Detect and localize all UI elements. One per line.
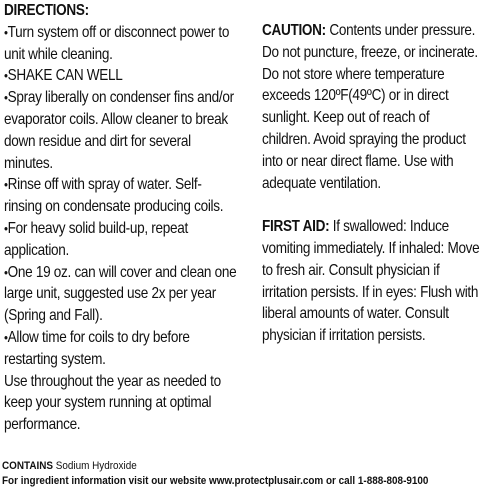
bullet-icon: • xyxy=(4,220,8,236)
direction-item-text: Rinse off with spray of water. Self-rinsing on condensate producing coils. xyxy=(4,176,224,216)
direction-item-text: For heavy solid build-up, repeat application. xyxy=(4,219,188,259)
contains-value: Sodium Hydroxide xyxy=(53,460,137,472)
direction-item-text: Spray liberally on condenser fins and/or evaporator coils. Allow cleaner to break down residue and dirt for several minutes. xyxy=(4,89,234,172)
direction-item-text: Turn system off or disconnect power to unit while cleaning. xyxy=(4,23,230,63)
directions-closing: Use throughout the year as needed to keep your system running at optimal performance. xyxy=(4,372,221,434)
bullet-icon: • xyxy=(4,24,8,40)
direction-item xyxy=(4,174,237,218)
direction-item xyxy=(4,65,237,87)
direction-item xyxy=(4,262,237,327)
contains-line xyxy=(2,460,137,472)
bullet-icon: • xyxy=(4,177,8,193)
direction-item-text: Allow time for coils to dry before restarting system. xyxy=(4,328,190,368)
warnings-section xyxy=(262,20,480,347)
ingredient-info: For ingredient information visit our website www.protectplusair.com or call 1-888-808-9100 xyxy=(2,474,429,487)
bullet-icon: • xyxy=(4,264,8,280)
direction-item xyxy=(4,327,237,371)
bullet-icon: • xyxy=(4,329,8,345)
direction-item xyxy=(4,87,237,174)
contains-label: CONTAINS xyxy=(2,460,54,472)
caution-paragraph xyxy=(262,20,480,194)
direction-item xyxy=(4,22,237,66)
direction-item xyxy=(4,218,237,262)
bullet-icon: • xyxy=(4,68,8,84)
first-aid-paragraph xyxy=(262,216,480,347)
directions-section xyxy=(4,0,237,436)
direction-item-text: SHAKE CAN WELL xyxy=(7,67,123,85)
bullet-icon: • xyxy=(4,90,8,106)
caution-text: Contents under pressure. Do not puncture, freeze, or incinerate. Do not store where temperature exceeds 120ºF(49ºC) or in direct sunlight. Keep out of reach of children. Avoid spraying the product into or near direct flame. Use with adequate ventilation. xyxy=(262,22,478,192)
first-aid-label: FIRST AID: xyxy=(262,218,330,236)
direction-item-text: One 19 oz. can will cover and clean one large unit, suggested use 2x per year (Spring and Fall). xyxy=(4,263,237,325)
footer xyxy=(2,459,483,488)
first-aid-text: If swallowed: Induce vomiting immediately. If inhaled: Move to fresh air. Consult physician if irritation persists. If in eyes: Flush with liberal amounts of water. Consult physician if irritation persists. xyxy=(262,218,480,345)
caution-label: CAUTION: xyxy=(262,22,326,39)
directions-heading: DIRECTIONS: xyxy=(4,2,89,19)
